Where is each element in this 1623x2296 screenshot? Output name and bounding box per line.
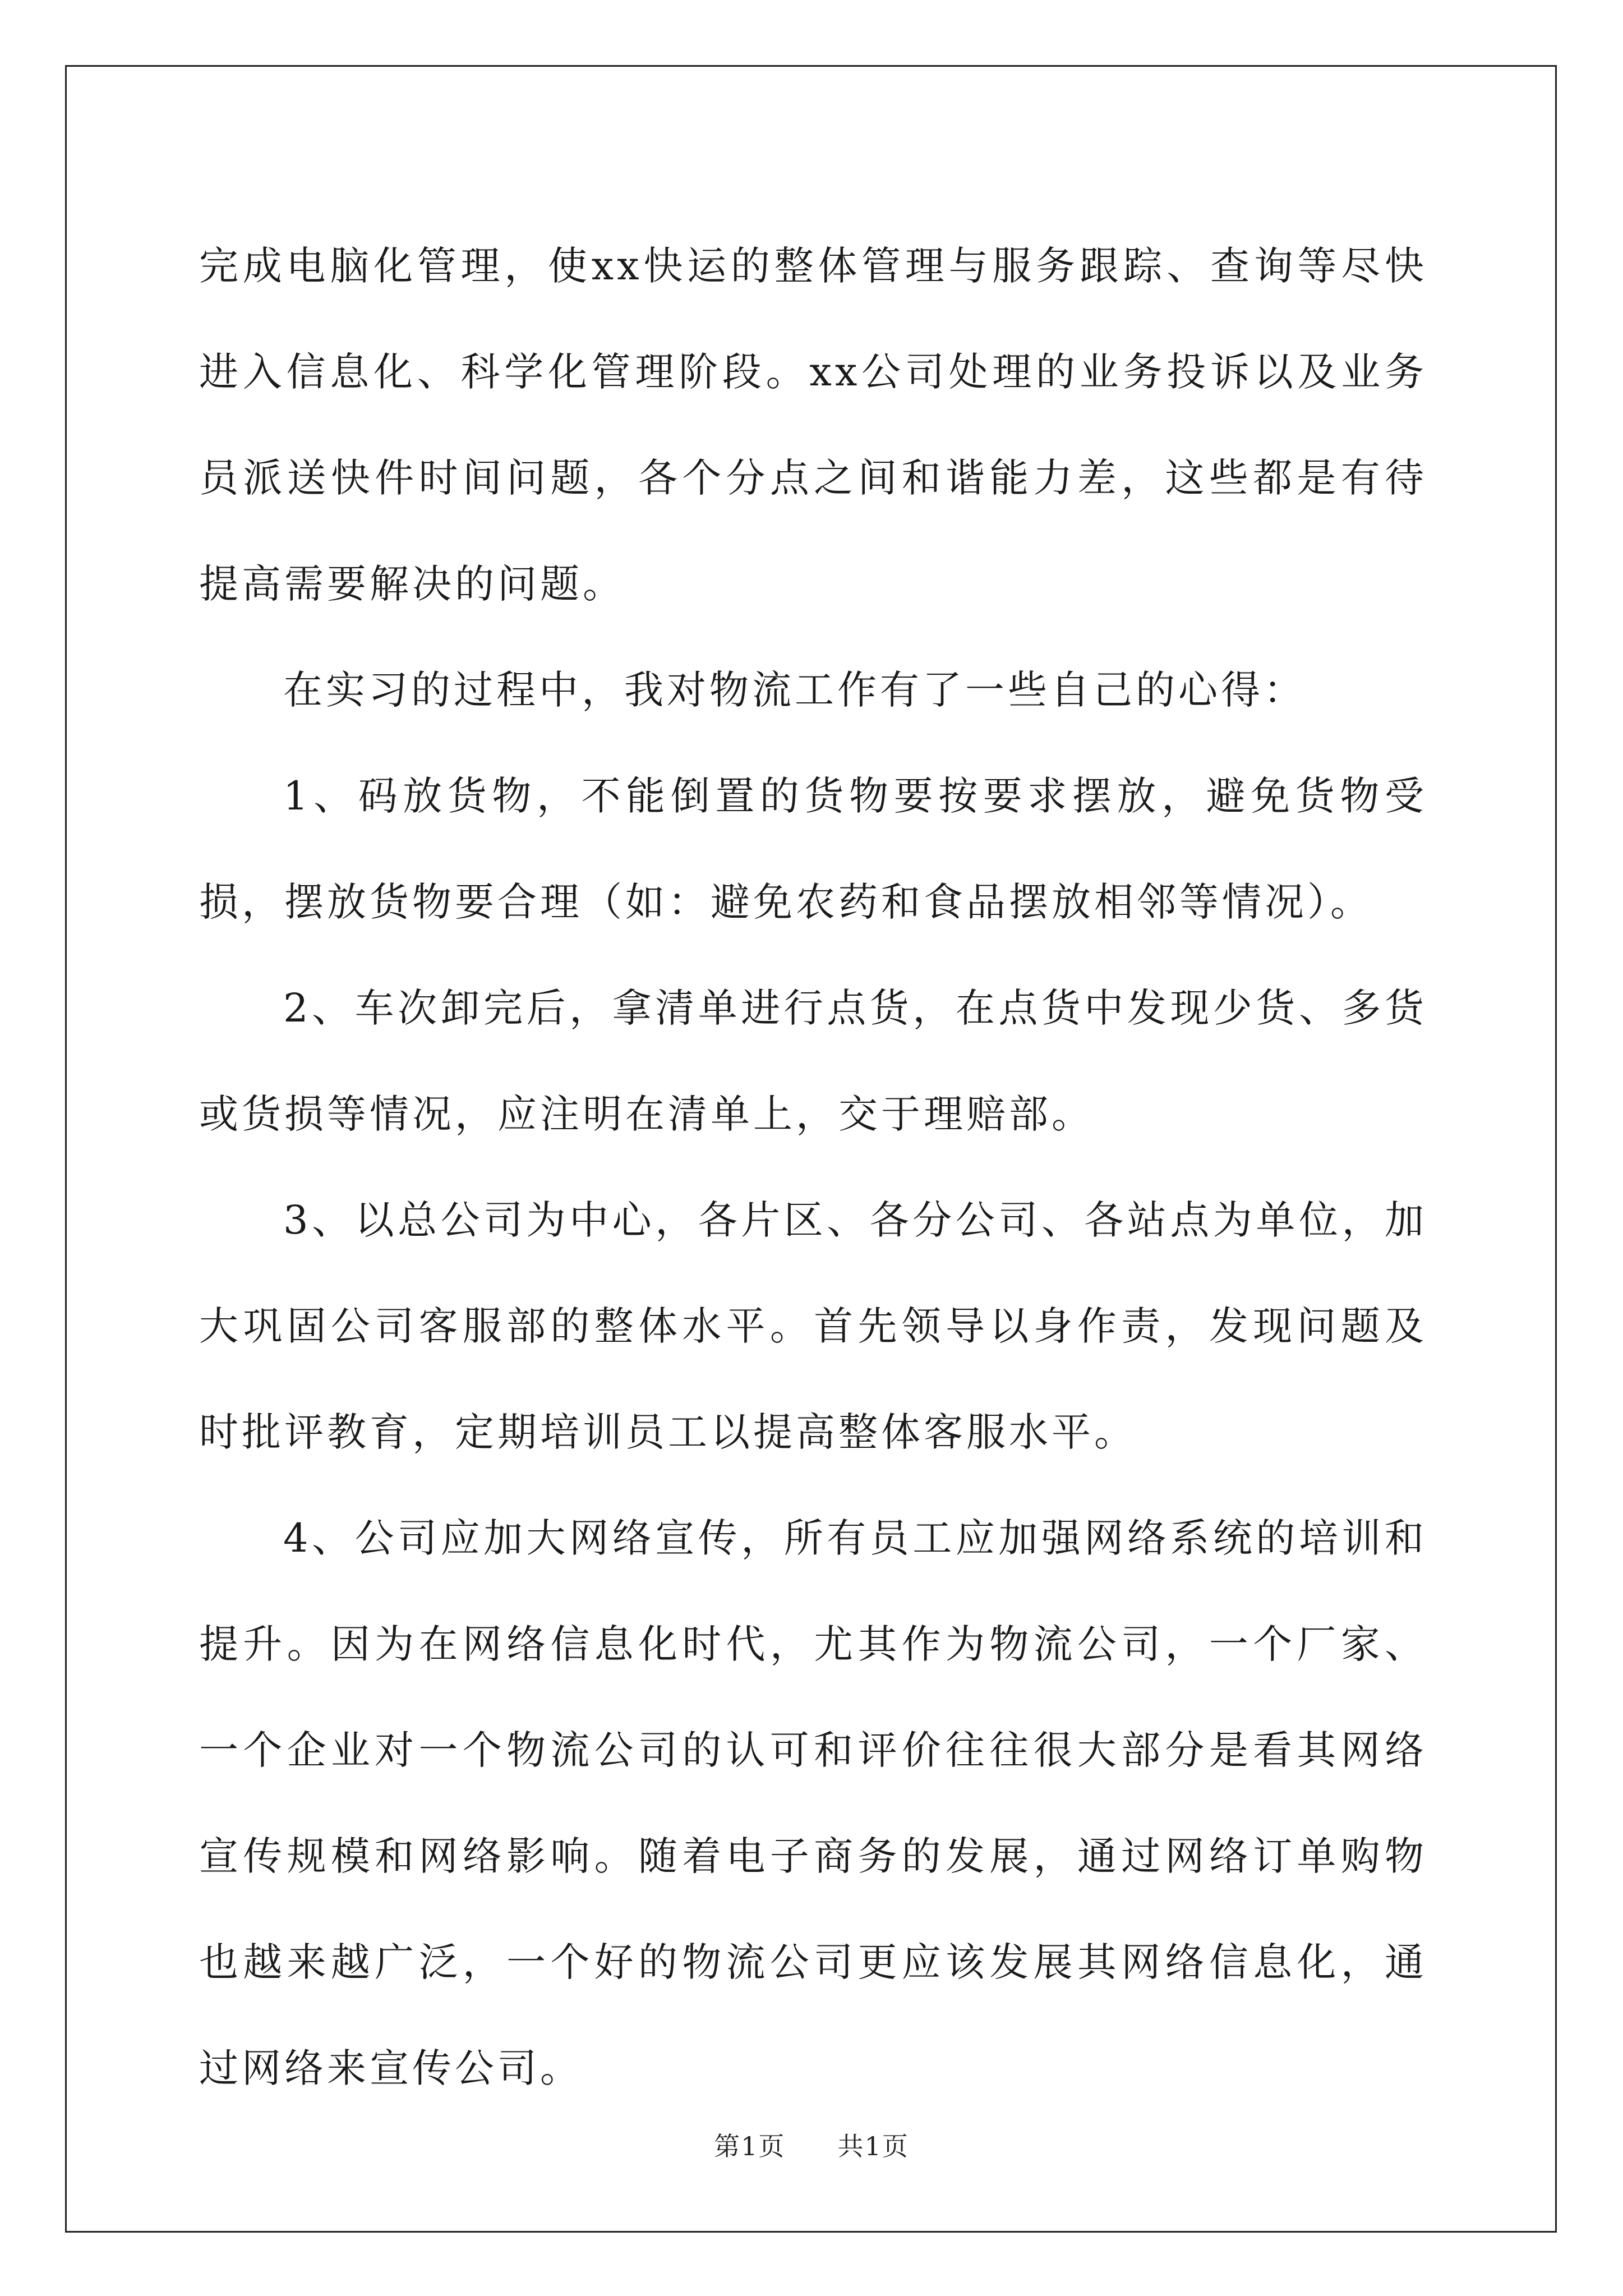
- paragraph-4: 2、车次卸完后，拿清单进行点货，在点货中发现少货、多货或货损等情况，应注明在清单上，交于理赔部。: [199, 985, 1427, 1137]
- document-body: [199, 213, 1427, 2122]
- page-footer: [0, 2126, 1623, 2163]
- paragraph-1: 完成电脑化管理，使xx快运的整体管理与服务跟踪、查询等尽快进入信息化、科学化管理阶段。xx公司处理的业务投诉以及业务员派送快件时间问题，各个分点之间和谐能力差，这些都是有待提高需要解决的问题。: [199, 243, 1427, 607]
- page-total: 共1页: [837, 2131, 909, 2161]
- paragraph-2: 在实习的过程中，我对物流工作有了一些自己的心得：: [283, 667, 1306, 713]
- paragraph-5: 3、以总公司为中心，各片区、各分公司、各站点为单位，加大巩固公司客服部的整体水平。首先领导以身作责，发现问题及时批评教育，定期培训员工以提高整体客服水平。: [199, 1197, 1427, 1455]
- paragraph-6: 4、公司应加大网络宣传，所有员工应加强网络系统的培训和提升。因为在网络信息化时代，尤其作为物流公司，一个厂家、一个企业对一个物流公司的认可和评价往往很大部分是看其网络宣传规模和网络影响。随着电子商务的发展，通过网络订单购物也越来越广泛，一个好的物流公司更应该发展其网络信息化，通过网络来宣传公司。: [199, 1515, 1427, 2091]
- page-number: 第1页: [714, 2131, 786, 2161]
- paragraph-3: 1、码放货物，不能倒置的货物要按要求摆放，避免货物受损，摆放货物要合理（如：避免农药和食品摆放相邻等情况）。: [199, 773, 1427, 925]
